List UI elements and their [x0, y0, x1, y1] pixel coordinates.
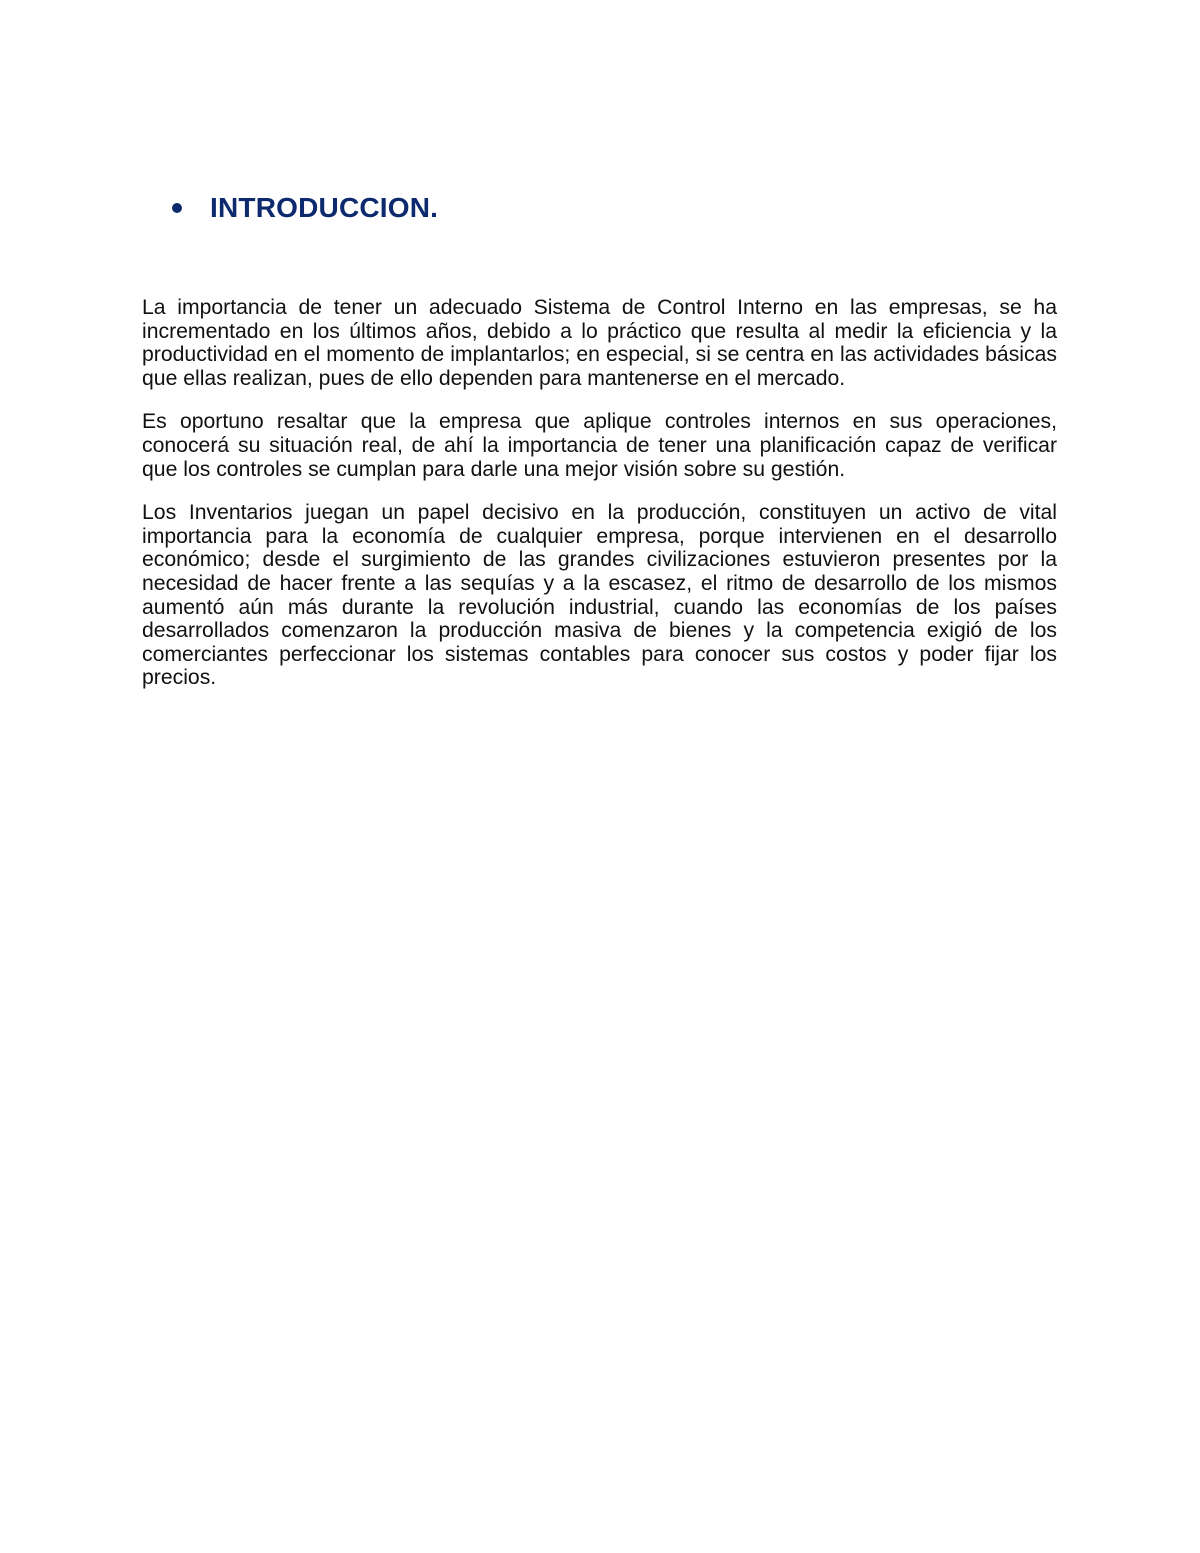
paragraph-1: La importancia de tener un adecuado Sistema de Control Interno en las empresas, se ha incrementado en los últimos años, debido a lo práctico que resulta al medir la eficiencia y la productividad en el momento de implantarlos; en especial, si se centra en las actividades básicas que ellas realizan, pues de ello dependen para mantenerse en el mercado. — [142, 296, 1057, 390]
paragraph-3: Los Inventarios juegan un papel decisivo en la producción, constituyen un activo de vital importancia para la economía de cualquier empresa, porque intervienen en el desarrollo económico; desde el surgimiento de las grandes civilizaciones estuvieron presentes por la necesidad de hacer frente a las sequías y a la escasez, el ritmo de desarrollo de los mismos aumentó aún más durante la revolución industrial, cuando las economías de los países desarrollados comenzaron la producción masiva de bienes y la competencia exigió de los comerciantes perfeccionar los sistemas contables para conocer sus costos y poder fijar los precios. — [142, 501, 1057, 690]
paragraph-2: Es oportuno resaltar que la empresa que aplique controles internos en sus operaciones, conocerá su situación real, de ahí la importancia de tener una planificación capaz de verificar que los controles se cumplan para darle una mejor visión sobre su gestión. — [142, 410, 1057, 481]
section-heading — [172, 192, 438, 224]
body-text — [142, 296, 1057, 710]
heading-text: INTRODUCCION. — [210, 192, 439, 223]
bullet-icon — [172, 203, 182, 213]
